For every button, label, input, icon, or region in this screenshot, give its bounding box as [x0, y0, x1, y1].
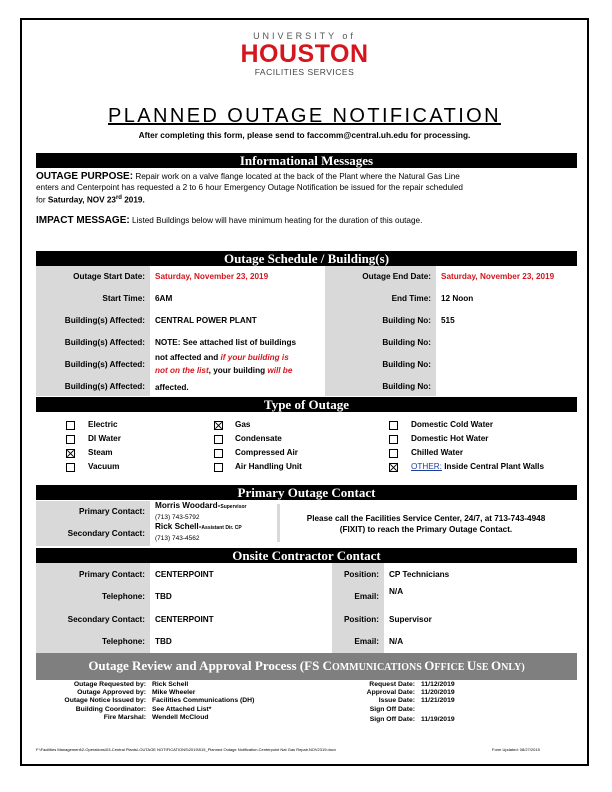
end-time-label: End Time:	[391, 294, 431, 303]
purpose-line1: Repair work on a valve flange located at the back of the Plant where the Natural Gas Line	[135, 172, 460, 181]
onsite-primary-value: CENTERPOINT	[155, 570, 214, 579]
review-header-a: Outage Review and Approval Process (FS C	[88, 658, 332, 673]
other-text: Inside Central Plant Walls	[441, 462, 545, 471]
onsite-secondary-label: Secondary Contact:	[67, 615, 145, 624]
onsite-email-label-2: Email:	[354, 637, 379, 646]
building-no-label-3: Building No:	[382, 360, 431, 369]
fixit-line1: Please call the Facilities Service Center, 24/7, at 713-743-4948	[306, 514, 546, 523]
start-date-label: Outage Start Date:	[73, 272, 145, 281]
purpose-date: Saturday, NOV 23	[47, 195, 116, 205]
checkbox-electric[interactable]	[66, 421, 75, 430]
review-label: Fire Marshal:	[103, 713, 146, 721]
building-affected-label-1: Building(s) Affected:	[64, 316, 145, 325]
informational-header: Informational Messages	[36, 153, 577, 168]
onsite-telephone-value-2: TBD	[155, 637, 172, 646]
schedule-left-labels	[36, 266, 145, 398]
onsite-position-label-1: Position:	[343, 570, 379, 579]
checkbox-compressed-air[interactable]	[214, 449, 223, 458]
review-label: Request Date:	[369, 681, 415, 688]
type-header: Type of Outage	[36, 397, 577, 412]
checkbox-condensate[interactable]	[214, 435, 223, 444]
form-instructions: After completing this form, please send to faccomm@central.uh.edu for processing.	[138, 130, 471, 140]
building-affected-label-4: Building(s) Affected:	[64, 382, 145, 391]
building-no-label-2: Building No:	[382, 338, 431, 347]
label-gas: Gas	[235, 420, 251, 429]
review-row	[36, 689, 336, 697]
impact-label: IMPACT MESSAGE:	[36, 215, 130, 226]
review-header-d: FFICE	[434, 662, 467, 673]
schedule-header: Outage Schedule / Building(s)	[36, 251, 577, 266]
note-line1: NOTE: See attached list of buildings	[155, 338, 297, 347]
end-time-value: 12 Noon	[441, 294, 474, 303]
note-line4: affected.	[155, 383, 189, 392]
review-value: Wendell McCloud	[152, 713, 209, 721]
review-label: Sign Off Date:	[369, 715, 415, 723]
building-no-label-4: Building No:	[382, 382, 431, 391]
checkbox-air-handling-unit[interactable]	[214, 463, 223, 472]
note-line3-b: , your building	[208, 366, 268, 375]
building-no-label-1: Building No:	[382, 316, 431, 325]
label-di-water: DI Water	[88, 434, 121, 443]
secondary-contact-info	[155, 522, 242, 543]
review-row	[322, 706, 572, 714]
review-label: Building Coordinator:	[75, 705, 146, 713]
primary-contact-header: Primary Outage Contact	[36, 485, 577, 500]
review-value: 11/12/2019	[421, 681, 455, 688]
label-vacuum: Vacuum	[88, 462, 120, 471]
note-line2	[155, 351, 325, 364]
start-time-label: Start Time:	[102, 294, 145, 303]
label-air-handling-unit: Air Handling Unit	[235, 462, 302, 471]
review-label: Outage Notice Issued by:	[64, 697, 146, 705]
logo-houston: HOUSTON	[240, 40, 369, 68]
outage-purpose	[36, 171, 577, 206]
checkbox-steam[interactable]	[66, 449, 75, 458]
review-header-e: U	[466, 658, 477, 673]
primary-contact-role: Supervisor	[220, 504, 247, 510]
review-value: Rick Schell	[152, 681, 189, 688]
onsite-secondary-value: CENTERPOINT	[155, 615, 214, 624]
secondary-contact-name: Rick Schell-	[155, 522, 202, 531]
outage-form	[20, 18, 589, 766]
onsite-position-value-1: CP Technicians	[389, 570, 450, 579]
fixit-note	[281, 513, 571, 535]
label-domestic-hot-water: Domestic Hot Water	[411, 434, 489, 443]
checkbox-gas[interactable]	[214, 421, 223, 430]
review-row	[36, 681, 336, 689]
purpose-label: OUTAGE PURPOSE:	[36, 171, 134, 182]
label-chilled-water: Chilled Water	[411, 448, 464, 457]
review-value: See Attached List*	[152, 705, 212, 713]
footer-updated: Form Updated: 08/27/2015	[492, 747, 540, 752]
start-date-value: Saturday, November 23, 2019	[155, 272, 269, 281]
review-row	[322, 697, 572, 705]
review-header-h: NLY)	[501, 662, 525, 673]
checkbox-domestic-cold-water[interactable]	[389, 421, 398, 430]
review-value: Mike Wheeler	[152, 689, 196, 697]
end-date-value: Saturday, November 23, 2019	[441, 272, 555, 281]
review-header-b: OMMUNICATIONS	[331, 662, 425, 673]
secondary-contact-label: Secondary Contact:	[67, 529, 145, 538]
checkbox-di-water[interactable]	[66, 435, 75, 444]
checkbox-vacuum[interactable]	[66, 463, 75, 472]
end-date-label: Outage End Date:	[362, 272, 431, 281]
review-value: 11/19/2019	[421, 715, 455, 723]
secondary-contact-phone: (713) 743-4562	[155, 535, 200, 542]
primary-contact-label: Primary Contact:	[79, 507, 145, 516]
building-affected-label-2: Building(s) Affected:	[64, 338, 145, 347]
building-affected-label-3: Building(s) Affected:	[64, 360, 145, 369]
note-line2-a: not affected and	[155, 353, 221, 362]
review-row	[36, 714, 336, 722]
secondary-contact-role: Assistant Dir. CP	[201, 525, 242, 531]
building-value: CENTRAL POWER PLANT	[155, 316, 257, 325]
onsite-position-value-2: Supervisor	[389, 615, 432, 624]
label-domestic-cold-water: Domestic Cold Water	[411, 420, 494, 429]
review-value: Facilities Communications (DH)	[152, 697, 255, 705]
note-line3	[155, 364, 325, 377]
logo-university: UNIVERSITY of	[253, 31, 356, 41]
onsite-primary-label: Primary Contact:	[79, 570, 145, 579]
review-label: Outage Approved by:	[77, 689, 146, 697]
checkbox-chilled-water[interactable]	[389, 449, 398, 458]
purpose-for: for	[36, 195, 46, 205]
review-label: Approval Date:	[366, 689, 415, 697]
label-other	[411, 462, 544, 471]
onsite-telephone-label-1: Telephone:	[101, 592, 145, 601]
uh-logo	[22, 31, 587, 78]
primary-contact-phone: (713) 743-5792	[155, 514, 200, 521]
review-value: 11/21/2019	[421, 697, 455, 705]
onsite-email-value-2: N/A	[389, 637, 404, 646]
schedule-right-labels	[325, 266, 431, 398]
schedule-grid	[36, 266, 577, 396]
note-line3-a: not on the list	[155, 366, 209, 375]
onsite-email-label-1: Email:	[354, 592, 379, 601]
review-header-f: SE	[476, 662, 492, 673]
note-line3-c: will be	[267, 366, 293, 375]
review-left	[36, 681, 336, 722]
review-row	[322, 681, 572, 689]
onsite-email-value-1: N/A	[389, 587, 404, 596]
review-label: Issue Date:	[378, 697, 415, 705]
contact-divider	[277, 504, 280, 542]
building-note	[155, 338, 325, 394]
label-compressed-air: Compressed Air	[235, 448, 298, 457]
start-time-value: 6AM	[155, 294, 173, 303]
review-header-g: O	[491, 658, 502, 673]
primary-contact-info	[155, 501, 246, 522]
review-header	[36, 653, 577, 680]
building-no-value: 515	[441, 316, 455, 325]
review-right	[322, 681, 572, 724]
type-grid	[36, 418, 577, 478]
footer-path: F:\Facilities Management\2-Operations\03-Central Plants\-OUTAGE NOTIFICATIONS\2019\515_Planned Outage Notification.Centerpoint Nat Gas Repair.NOV2319.docx	[36, 747, 336, 752]
label-electric: Electric	[88, 420, 118, 429]
review-row	[322, 689, 572, 697]
other-label: OTHER:	[411, 462, 442, 471]
review-label: Sign Off Date:	[369, 705, 415, 713]
onsite-telephone-value-1: TBD	[155, 592, 172, 601]
logo-facilities: FACILITIES SERVICES	[254, 67, 355, 77]
review-row	[322, 716, 572, 724]
primary-contact-name: Morris Woodard-	[155, 501, 221, 510]
onsite-position-label-2: Position:	[343, 615, 379, 624]
onsite-contact-header: Onsite Contractor Contact	[36, 548, 577, 563]
impact-message	[36, 215, 577, 226]
review-header-c: O	[424, 658, 435, 673]
review-label: Outage Requested by:	[73, 681, 146, 688]
onsite-telephone-label-2: Telephone:	[101, 637, 145, 646]
review-row	[36, 697, 336, 705]
page-title: PLANNED OUTAGE NOTIFICATION	[108, 105, 501, 127]
review-value: 11/20/2019	[421, 689, 455, 697]
label-steam: Steam	[88, 448, 113, 457]
checkbox-domestic-hot-water[interactable]	[389, 435, 398, 444]
fixit-line2: (FIXIT) to reach the Primary Outage Contact.	[339, 525, 513, 534]
review-row	[36, 706, 336, 714]
purpose-date-suffix: rd	[115, 195, 122, 201]
purpose-year: 2019.	[121, 195, 145, 205]
checkbox-other[interactable]	[389, 463, 398, 472]
impact-text: Listed Buildings below will have minimum heating for the duration of this outage.	[132, 216, 423, 225]
label-condensate: Condensate	[235, 434, 282, 443]
note-line2-b: if your building is	[220, 353, 289, 362]
purpose-line2: enters and Centerpoint has requested a 2 to 6 hour Emergency Outage Notification be issued for the repair scheduled	[36, 183, 463, 192]
